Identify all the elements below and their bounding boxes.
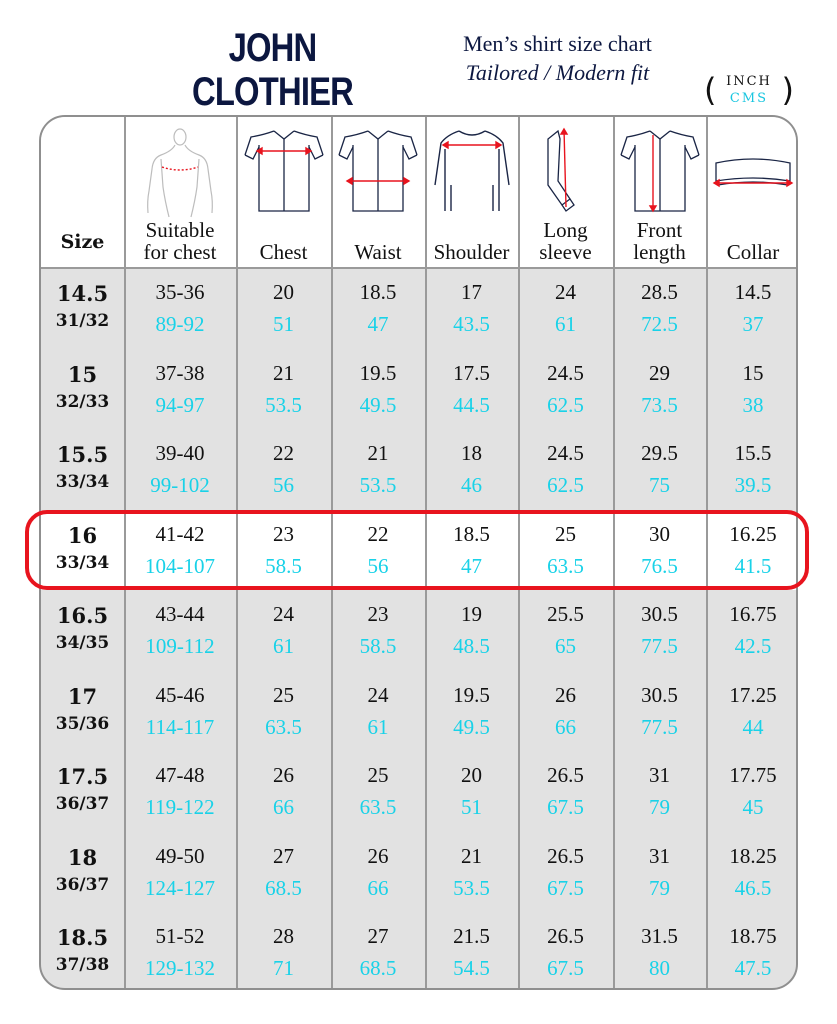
measurement-cell bbox=[706, 440, 798, 498]
neck-size-value: 37/38 bbox=[55, 955, 110, 975]
inch-value: 25 bbox=[555, 521, 576, 546]
inch-value: 29 bbox=[649, 360, 670, 385]
left-paren-glyph: ( bbox=[704, 71, 717, 109]
inch-value: 30.5 bbox=[641, 682, 678, 707]
cm-value: 67.5 bbox=[547, 875, 584, 900]
measurement-cell bbox=[613, 682, 706, 740]
inch-value: 20 bbox=[461, 763, 482, 787]
size-cell bbox=[41, 362, 124, 414]
measurement-cell bbox=[706, 360, 798, 418]
cm-value: 76.5 bbox=[641, 553, 678, 578]
cm-value: 89-92 bbox=[155, 312, 205, 336]
column-header-label-line: Long bbox=[543, 218, 588, 242]
measurement-cell bbox=[706, 843, 798, 901]
inch-value: 16.75 bbox=[729, 602, 777, 626]
inch-value: 18.5 bbox=[453, 521, 490, 546]
cm-value: 62.5 bbox=[547, 392, 584, 417]
column-header-label bbox=[518, 219, 613, 263]
cm-value: 48.5 bbox=[453, 634, 490, 658]
column-header-1 bbox=[124, 117, 236, 267]
cm-value: 61 bbox=[367, 714, 389, 739]
inch-value: 45-46 bbox=[155, 682, 205, 707]
column-header-label bbox=[41, 231, 124, 253]
measurement-cell bbox=[425, 279, 518, 337]
measurement-cell bbox=[425, 440, 518, 498]
cm-value: 46 bbox=[461, 473, 482, 497]
inch-value: 23 bbox=[367, 602, 389, 626]
inch-value: 24 bbox=[367, 682, 389, 707]
cm-value: 45 bbox=[742, 795, 764, 819]
cm-value: 58.5 bbox=[265, 553, 302, 578]
cm-value: 54.5 bbox=[453, 956, 490, 980]
cm-value: 66 bbox=[367, 875, 389, 900]
neck-size-value: 36/37 bbox=[55, 874, 110, 895]
column-header-2 bbox=[236, 117, 331, 267]
measurement-cell bbox=[236, 762, 331, 820]
column-header-5 bbox=[518, 117, 613, 267]
inch-value: 25 bbox=[273, 682, 294, 707]
inch-value: 18 bbox=[461, 441, 482, 465]
cm-value: 77.5 bbox=[641, 714, 678, 739]
neck-size-value: 31/32 bbox=[55, 311, 110, 331]
inch-value: 22 bbox=[273, 441, 294, 465]
size-cell bbox=[41, 442, 124, 494]
inch-value: 39-40 bbox=[155, 441, 205, 465]
cm-value: 39.5 bbox=[734, 473, 772, 497]
inch-value: 21 bbox=[273, 360, 294, 385]
inch-value: 28.5 bbox=[641, 280, 678, 304]
measurement-cell bbox=[613, 279, 706, 337]
inch-value: 17.75 bbox=[729, 763, 777, 787]
inch-value: 24.5 bbox=[547, 441, 584, 465]
inch-value: 24.5 bbox=[547, 360, 584, 385]
inch-value: 15 bbox=[742, 360, 764, 385]
measurement-cell bbox=[124, 682, 236, 740]
column-header-label-line: sleeve bbox=[539, 240, 592, 264]
column-header-label bbox=[236, 241, 331, 263]
inch-value: 18.25 bbox=[729, 843, 777, 868]
measurement-cell bbox=[124, 762, 236, 820]
measurement-cell bbox=[613, 440, 706, 498]
column-header-label-line: Waist bbox=[354, 240, 402, 264]
column-header-label-line: for chest bbox=[143, 240, 217, 264]
size-cell bbox=[41, 281, 124, 333]
cm-value: 44.5 bbox=[453, 392, 490, 417]
column-header-label-line: Shoulder bbox=[433, 240, 510, 264]
column-header-label bbox=[706, 241, 798, 263]
inch-value: 27 bbox=[367, 924, 389, 948]
measurement-cell bbox=[706, 762, 798, 820]
size-value: 17 bbox=[67, 683, 98, 709]
size-value: 15.5 bbox=[56, 442, 109, 467]
table-header-row bbox=[41, 117, 796, 267]
size-value: 18.5 bbox=[56, 925, 109, 950]
inch-value: 30.5 bbox=[641, 602, 678, 626]
unit-cms-label: CMS bbox=[729, 91, 769, 106]
measurement-cell bbox=[613, 923, 706, 981]
shirt-waist-icon bbox=[335, 125, 421, 213]
cm-value: 49.5 bbox=[359, 392, 397, 417]
measurement-cell bbox=[425, 601, 518, 659]
measurement-cell bbox=[124, 601, 236, 659]
cm-value: 80 bbox=[649, 956, 670, 980]
measurement-cell bbox=[124, 279, 236, 337]
size-cell bbox=[41, 845, 124, 897]
inch-value: 18.5 bbox=[359, 280, 397, 304]
inch-value: 18.75 bbox=[729, 924, 777, 948]
chart-title bbox=[430, 30, 685, 88]
measurement-cell bbox=[124, 360, 236, 418]
collar-icon bbox=[710, 151, 796, 201]
inch-value: 17 bbox=[461, 280, 482, 304]
inch-value: 23 bbox=[273, 521, 294, 546]
column-header-label-line: Front bbox=[636, 218, 683, 242]
cm-value: 43.5 bbox=[453, 312, 490, 336]
measurement-cell bbox=[124, 923, 236, 981]
measurement-cell bbox=[331, 843, 425, 901]
inch-value: 49-50 bbox=[155, 843, 205, 868]
shirt-front-length-icon bbox=[617, 125, 703, 213]
column-header-6 bbox=[613, 117, 706, 267]
measurement-cell bbox=[518, 923, 613, 981]
inch-value: 28 bbox=[273, 924, 294, 948]
inch-value: 20 bbox=[273, 280, 294, 304]
inch-value: 14.5 bbox=[734, 280, 772, 304]
cm-value: 73.5 bbox=[641, 392, 678, 417]
neck-size-value: 33/34 bbox=[55, 552, 110, 573]
header-divider bbox=[41, 267, 796, 269]
measurement-cell bbox=[518, 762, 613, 820]
inch-value: 35-36 bbox=[155, 280, 205, 304]
column-header-label bbox=[124, 219, 236, 263]
measurement-cell bbox=[706, 923, 798, 981]
neck-size-value: 34/35 bbox=[55, 633, 110, 653]
cm-value: 56 bbox=[367, 553, 389, 578]
right-paren-glyph: ) bbox=[781, 71, 794, 109]
cm-value: 51 bbox=[273, 312, 294, 336]
inch-value: 17.25 bbox=[729, 682, 777, 707]
column-header-label-line: Chest bbox=[259, 240, 308, 264]
inch-value: 41-42 bbox=[155, 521, 205, 546]
measurement-cell bbox=[236, 440, 331, 498]
inch-value: 26.5 bbox=[547, 843, 584, 868]
cm-value: 46.5 bbox=[734, 875, 772, 900]
cm-value: 37 bbox=[742, 312, 764, 336]
inch-value: 24 bbox=[555, 280, 576, 304]
measurement-cell bbox=[706, 601, 798, 659]
inch-value: 21.5 bbox=[453, 924, 490, 948]
size-cell bbox=[41, 764, 124, 816]
measurement-cell bbox=[706, 279, 798, 337]
measurement-cell bbox=[613, 601, 706, 659]
cm-value: 51 bbox=[461, 795, 482, 819]
measurement-cell bbox=[236, 601, 331, 659]
inch-value: 26 bbox=[367, 843, 389, 868]
inch-value: 21 bbox=[461, 843, 482, 868]
measurement-cell bbox=[613, 762, 706, 820]
neck-size-value: 36/37 bbox=[55, 794, 110, 814]
column-header-label bbox=[613, 219, 706, 263]
size-value: 16.5 bbox=[56, 603, 109, 628]
inch-value: 17.5 bbox=[453, 360, 490, 385]
measurement-cell bbox=[236, 843, 331, 901]
cm-value: 75 bbox=[649, 473, 670, 497]
size-value: 17.5 bbox=[56, 764, 109, 789]
inch-value: 25.5 bbox=[547, 602, 584, 626]
inch-value: 26 bbox=[555, 682, 576, 707]
measurement-cell bbox=[518, 360, 613, 418]
column-header-4 bbox=[425, 117, 518, 267]
cm-value: 63.5 bbox=[359, 795, 397, 819]
inch-value: 27 bbox=[273, 843, 294, 868]
cm-value: 53.5 bbox=[453, 875, 490, 900]
inch-value: 31.5 bbox=[641, 924, 678, 948]
measurement-cell bbox=[236, 923, 331, 981]
measurement-cell bbox=[236, 279, 331, 337]
sleeve-length-icon bbox=[536, 125, 596, 213]
measurement-cell bbox=[706, 682, 798, 740]
measurement-cell bbox=[124, 440, 236, 498]
inch-value: 19.5 bbox=[359, 360, 397, 385]
inch-value: 15.5 bbox=[734, 441, 772, 465]
cm-value: 124-127 bbox=[145, 875, 215, 900]
measurement-cell bbox=[236, 360, 331, 418]
inch-value: 31 bbox=[649, 763, 670, 787]
cm-value: 66 bbox=[555, 714, 576, 739]
measurement-cell bbox=[518, 601, 613, 659]
cm-value: 99-102 bbox=[150, 473, 210, 497]
inch-value: 30 bbox=[649, 521, 670, 546]
cm-value: 62.5 bbox=[547, 473, 584, 497]
inch-value: 43-44 bbox=[155, 602, 205, 626]
cm-value: 119-122 bbox=[145, 795, 215, 819]
measurement-cell bbox=[425, 682, 518, 740]
cm-value: 58.5 bbox=[359, 634, 397, 658]
inch-value: 24 bbox=[273, 602, 294, 626]
shirt-shoulder-icon bbox=[429, 125, 515, 213]
column-header-label-line: Suitable bbox=[145, 218, 215, 242]
shirt-chest-icon bbox=[241, 125, 327, 213]
column-header-label bbox=[425, 241, 518, 263]
cm-value: 129-132 bbox=[145, 956, 215, 980]
size-value: 16 bbox=[67, 522, 98, 548]
cm-value: 77.5 bbox=[641, 634, 678, 658]
cm-value: 63.5 bbox=[265, 714, 302, 739]
cm-value: 65 bbox=[555, 634, 576, 658]
cm-value: 53.5 bbox=[359, 473, 397, 497]
inch-value: 29.5 bbox=[641, 441, 678, 465]
inch-value: 19.5 bbox=[453, 682, 490, 707]
measurement-cell bbox=[236, 682, 331, 740]
cm-value: 38 bbox=[742, 392, 764, 417]
measurement-cell bbox=[124, 843, 236, 901]
inch-value: 47-48 bbox=[155, 763, 205, 787]
measurement-cell bbox=[613, 360, 706, 418]
measurement-cell bbox=[613, 843, 706, 901]
column-header-label bbox=[331, 241, 425, 263]
unit-legend bbox=[704, 70, 794, 112]
inch-value: 21 bbox=[367, 441, 389, 465]
chart-title-line1: Men’s shirt size chart bbox=[463, 31, 652, 56]
inch-value: 31 bbox=[649, 843, 670, 868]
column-header-7 bbox=[706, 117, 798, 267]
measurement-cell bbox=[331, 279, 425, 337]
cm-value: 47.5 bbox=[734, 956, 772, 980]
measurement-cell bbox=[518, 682, 613, 740]
inch-value: 16.25 bbox=[729, 521, 777, 546]
column-header-0 bbox=[41, 117, 124, 267]
cm-value: 61 bbox=[555, 312, 576, 336]
measurement-cell bbox=[425, 762, 518, 820]
cm-value: 68.5 bbox=[265, 875, 302, 900]
measurement-cell bbox=[518, 279, 613, 337]
cm-value: 47 bbox=[461, 553, 482, 578]
measurement-cell bbox=[331, 440, 425, 498]
column-header-label-line: length bbox=[633, 240, 686, 264]
measurement-cell bbox=[425, 360, 518, 418]
size-cell bbox=[41, 603, 124, 655]
column-header-label-line: Collar bbox=[726, 240, 780, 264]
cm-value: 49.5 bbox=[453, 714, 490, 739]
chart-title-line2: Tailored / Modern fit bbox=[465, 60, 650, 85]
size-value: 15 bbox=[67, 361, 98, 387]
inch-value: 22 bbox=[367, 521, 389, 546]
measurement-cell bbox=[331, 682, 425, 740]
inch-value: 19 bbox=[461, 602, 482, 626]
size-cell bbox=[41, 684, 124, 736]
cm-value: 94-97 bbox=[155, 392, 205, 417]
cm-value: 61 bbox=[273, 634, 294, 658]
cm-value: 79 bbox=[649, 795, 670, 819]
cm-value: 53.5 bbox=[265, 392, 302, 417]
cm-value: 56 bbox=[273, 473, 294, 497]
neck-size-value: 33/34 bbox=[55, 472, 110, 492]
column-header-label-line: Size bbox=[60, 231, 105, 253]
cm-value: 44 bbox=[742, 714, 764, 739]
cm-value: 41.5 bbox=[734, 553, 772, 578]
highlighted-row-outline bbox=[25, 510, 809, 590]
cm-value: 67.5 bbox=[547, 795, 584, 819]
brand-name: JOHN CLOTHIER bbox=[191, 26, 354, 114]
inch-value: 37-38 bbox=[155, 360, 205, 385]
inch-value: 26.5 bbox=[547, 924, 584, 948]
measurement-cell bbox=[331, 923, 425, 981]
inch-value: 51-52 bbox=[155, 924, 205, 948]
column-header-3 bbox=[331, 117, 425, 267]
cm-value: 114-117 bbox=[145, 714, 215, 739]
size-value: 18 bbox=[67, 844, 98, 870]
inch-value: 25 bbox=[367, 763, 389, 787]
cm-value: 109-112 bbox=[145, 634, 215, 658]
cm-value: 42.5 bbox=[734, 634, 772, 658]
cm-value: 104-107 bbox=[145, 553, 215, 578]
cm-value: 68.5 bbox=[359, 956, 397, 980]
cm-value: 47 bbox=[367, 312, 389, 336]
inch-value: 26.5 bbox=[547, 763, 584, 787]
unit-inch-label: INCH bbox=[726, 74, 772, 89]
measurement-cell bbox=[331, 601, 425, 659]
size-value: 14.5 bbox=[56, 281, 109, 306]
measurement-cell bbox=[331, 762, 425, 820]
cm-value: 63.5 bbox=[547, 553, 584, 578]
measurement-cell bbox=[518, 440, 613, 498]
torso-chest-icon bbox=[139, 125, 221, 225]
cm-value: 79 bbox=[649, 875, 670, 900]
cm-value: 72.5 bbox=[641, 312, 678, 336]
inch-value: 26 bbox=[273, 763, 294, 787]
size-cell bbox=[41, 925, 124, 977]
cm-value: 71 bbox=[273, 956, 294, 980]
measurement-cell bbox=[425, 923, 518, 981]
measurement-cell bbox=[331, 360, 425, 418]
measurement-cell bbox=[518, 843, 613, 901]
cm-value: 67.5 bbox=[547, 956, 584, 980]
neck-size-value: 35/36 bbox=[55, 713, 110, 734]
neck-size-value: 32/33 bbox=[55, 391, 110, 412]
cm-value: 66 bbox=[273, 795, 294, 819]
measurement-cell bbox=[425, 843, 518, 901]
